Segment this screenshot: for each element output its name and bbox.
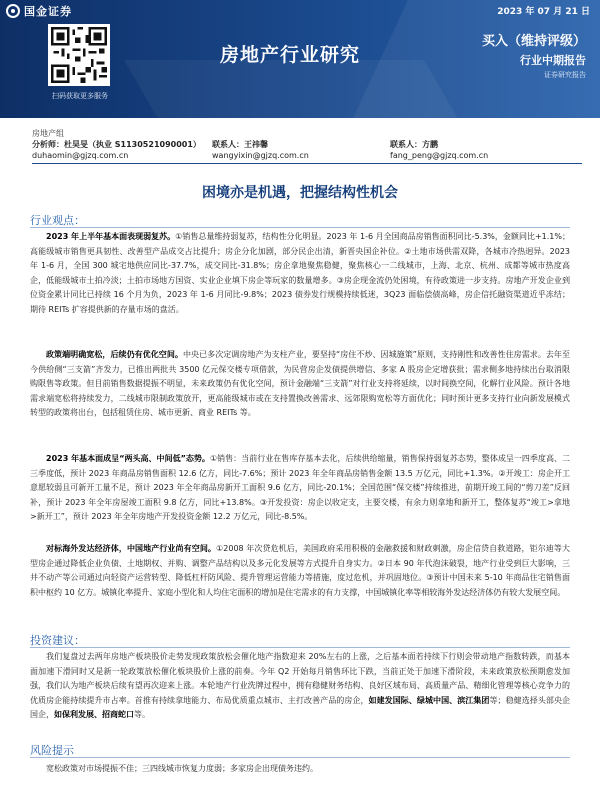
contact-name: 联系人：王祎馨 (212, 140, 268, 149)
contact-email-link[interactable]: wangyixin@gjzq.com.cn (212, 151, 309, 160)
section-divider (30, 647, 570, 648)
report-department: 证券研究报告 (544, 71, 586, 79)
section-heading-view: 行业观点： (30, 214, 85, 227)
section-heading-risk: 风险提示 (30, 744, 74, 757)
paragraph-body: ①2008 年次贷危机后，美国政府采用积极的金融救援和财政刺激，房企信贷自救道路，钜尔迪等大型房企通过降低企业负债、土地期权、并购、调整产品结构以及多元化发展等方式提升自身实力。②日本 90 年代泡沫破裂，地产行业受到巨大影响，三井不动产等公司通过向轻资产运营转型、降低杠杆防风险、提升管理运营能力等措施，度过危机，并巩固地位。③预计中国未来 5-10 年商品住宅销售面积中枢约 10 亿方。城镇化率提升、家庭小型化和人均住宅面积的增加是住宅需求的有力支撑，中国城镇化率等相较海外发达经济体仍有较大发展空间。 (30, 544, 570, 597)
paragraph-body: ①销售总量维持弱复苏，结构性分化明显。2023 年 1-6 月全国商品房销售面积同比-5.3%，金额同比+1.1%；高能级城市销售更具韧性、改善型产品成交占比提升；房企分化加剧，部分民企出清，新晋央国企补位。②土地市场供需双降，各城市冷热迥异。2023 年 1-6 月，全国 300 城宅地供应同比-37.7%，成交同比-31.8%；房企拿地聚焦稳健，聚焦核心一二线城市，上海、北京、杭州、成都等城市热度高企，低能级城市土拍冷淡；土拍市场地方国资、实业企业填下房企等玩家的数量增多。③房企现金流仍处困境，有待政策进一步支持。房地产开发企业到位资金累计同比已持续 16 个月为负，2023 年 1-6 月同比-9.8%；2023 债券发行规模持续低迷，3Q23 面临偿债高峰，房企信托融资渠道近乎冻结；期待 REITs 扩容提供新的存量市场的盘活。 (30, 232, 570, 314)
recommended-stocks: 如建发国际、绿城中国、滨江集团 (368, 695, 490, 705)
paragraph-body: 等。 (134, 710, 150, 720)
company-logo (6, 2, 72, 20)
qr-code-icon[interactable] (48, 24, 110, 86)
paragraph-body: 中央已多次定调房地产为支柱产业，要坚持“房住不炒、因城施策”原则，支持刚性和改善性住房需求。去年至今供给侧“三支箭”齐发力，已推出两批共 3500 亿元保交楼专项借款，为民营房企发债提供增信、多家 A 股房企定增获批；需求侧多地持续出台取消限购限售等政策。但目前销售数据提振不明显，未来政策仍有优化空间，预计金融端“三支箭”对行业支持将延续，以时间换空间，化解行业风险。预计各地需求端宽松将持续发力，二线城市限制政策放开，更高能级城市或在支持置换改善需求、远郊限购宽松等方面优化；同时预计更多支持行业向新发展模式转型的政策将出台，包括租赁住房、城市更新、商业 REITs 等。 (30, 350, 570, 418)
paragraph-body: 我们复盘过去两年房地产板块股价走势发现政策放松会催化地产指数迎来 20%左右的上涨，之后基本面若持续下行则会带动地产指数转跌，而基本面加速下滑同时又是新一轮政策放松催化板块股价上涨的前奏。今年 Q2 开始每月销售环比下跌，当前正处于加速下滑阶段，未来政策放松预期愈发加强，我们认为地产板块后续有望再次迎来上涨。本轮地产行业洗牌过程中，拥有稳健财务结构、良好区域布局、高质量产品、精细化管理等核心竞争力的优质房企能持续提升市占率。首推有持续拿地能力、布局优质重点城市、主打改善产品的房企， (30, 652, 570, 705)
analyst-block (32, 128, 582, 164)
contact-name: 联系人：方鹏 (390, 140, 438, 149)
paragraph-lead: 2023 年基本面成呈“两头高、中间低”态势。 (46, 454, 210, 463)
paragraph-lead: 政策端明确宽松，后续仍有优化空间。 (46, 350, 183, 359)
industry-tag: 房地产组 (32, 129, 64, 138)
paragraph-invest (30, 650, 570, 740)
paragraph-overseas (30, 542, 570, 632)
report-title: 房地产行业研究 (220, 44, 361, 66)
paragraph-risk (30, 762, 570, 778)
paragraph-body: 等；稳健选择头部央企国企， (30, 695, 570, 720)
paragraph-forecast (30, 452, 570, 542)
header-banner (0, 0, 600, 118)
analyst-emails-row (32, 150, 582, 161)
logo-icon (6, 4, 20, 18)
banner-decoration (124, 60, 476, 118)
main-title: 困境亦是机遇，把握结构性机会 (202, 185, 398, 201)
paragraph-policy (30, 348, 570, 452)
report-type: 行业中期报告 (520, 54, 586, 67)
section-divider (30, 227, 570, 228)
analyst-email-link[interactable]: duhaomin@gjzq.com.cn (32, 151, 129, 160)
report-date: 2023 年 07 月 21 日 (497, 7, 590, 17)
contact-email-link[interactable]: fang_peng@gjzq.com.cn (390, 151, 489, 160)
section-heading-invest: 投资建议： (30, 634, 85, 647)
divider (32, 163, 582, 164)
analyst-name: 分析师：杜昊旻（执业 S1130521090001） (32, 140, 201, 149)
paragraph-lead: 对标海外发达经济体，中国地产行业尚有空间。 (46, 544, 217, 553)
rating-label: 买入（维持评级） (481, 34, 586, 49)
recommended-stocks: 如保利发展、招商蛇口 (54, 710, 134, 720)
paragraph-basics (30, 230, 570, 348)
analyst-names-row (32, 139, 582, 150)
paragraph-body: 宽松政策对市场提振不佳；三四线城市恢复力度弱；多家房企出现债务违约。 (46, 764, 318, 773)
qr-caption: 扫码获取更多服务 (52, 92, 108, 100)
paragraph-lead: 2023 年上半年基本面表现弱复苏。 (46, 232, 176, 241)
section-divider (30, 757, 570, 758)
paragraph-body: ①销售：当前行业在售库存基本去化，后续供给缩量，销售保持弱复苏态势，整体成呈一四季度高、二三季度低，预计 2023 年商品房销售面积 12.6 亿方，同比-7.6%；预计 2023 年全年商品房销售金额 13.5 万亿元，同比+1.3%。②开竣工：房企开工意愿较弱且可新开工量不足，预计 2023 年全年商品房新开工面积 9.6 亿方，同比-20.1%；全国范围“保交楼”持续推进，前期开竣工间的“剪刀差”反回补，预计 2023 年全年房屋竣工面积 9.8 亿方，同比+13.8%。③开发投资：房企以收定支，主要交楼，有余力则拿地和新开工，整体复苏“竣工>拿地>新开工”，预计 2023 年全年房地产开发投资金额 12.2 万亿元，同比-8.5%。 (30, 454, 570, 522)
logo-text: 国金证券 (24, 5, 72, 18)
